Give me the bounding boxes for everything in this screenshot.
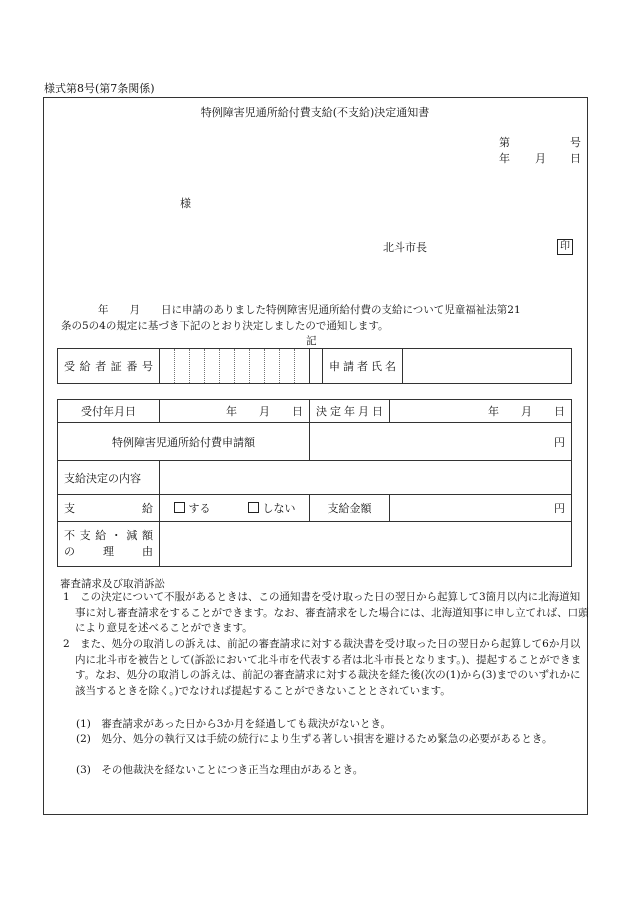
notice-sub-3: (3) その他裁決を経ないことにつき正当な理由があるとき。 xyxy=(76,764,364,776)
addressee-sama: 様 xyxy=(180,197,191,210)
applicant-name-field[interactable] xyxy=(403,349,572,384)
reason-label-line-2: の 理 由 xyxy=(64,545,153,558)
seal-stamp: 印 xyxy=(557,239,573,255)
payment-label: 支 給 xyxy=(58,495,160,522)
date-year: 年 xyxy=(499,152,510,165)
amount-label: 支給金額 xyxy=(310,495,390,522)
recipient-id-digit-boxes xyxy=(160,349,309,383)
intro-line-1: 年 月 日に申請のありました特例障害児通所給付費の支給について児童福祉法第21 xyxy=(98,304,521,316)
recipient-table xyxy=(57,348,572,384)
decision-content-field[interactable] xyxy=(160,461,572,495)
notice-item-2: 2 また、処分の取消しの訴えは、前記の審査請求に対する裁決書を受け取った日の翌日から起算して6か月以内に北斗市を被告として(訴訟において北斗市を代表する者は北斗市長となります。)、提起することができます。なお、処分の取消しの訴えは、前記の審査請求に対する裁決を経た後(次の(1)から(3)までのいずれかに該当するときを除く。)でなければ提起することができないこととされています。 xyxy=(63,638,582,697)
amount-yen: 円 xyxy=(554,502,565,515)
option-yes-label: する xyxy=(188,502,211,515)
payment-options xyxy=(160,495,310,522)
form-label: 様式第8号(第7条関係) xyxy=(44,82,155,95)
date-month: 月 xyxy=(535,152,546,165)
number-dai: 第 xyxy=(499,136,510,149)
recipient-id-field[interactable] xyxy=(160,349,310,384)
option-no-label: しない xyxy=(262,502,296,515)
ki-label: 記 xyxy=(306,335,317,347)
decision-table xyxy=(57,399,572,567)
issuer-name: 北斗市長 xyxy=(383,241,427,254)
number-go: 号 xyxy=(570,136,581,149)
notice-sub-2: (2) 処分、処分の執行又は手続の続行により生ずる著しい損害を避けるため緊急の必要があるとき。 xyxy=(76,733,553,745)
reason-label xyxy=(58,522,160,567)
received-date-label: 受付年月日 xyxy=(58,400,160,423)
decision-date-label: 決定年月日 xyxy=(310,400,390,423)
notice-sub-1: (1) 審査請求があった日から3か月を経過しても裁決がないとき。 xyxy=(76,718,392,730)
notice-item-1: 1 この決定について不服があるときは、この通知書を受け取った日の翌日から起算して3箇月以内に北海道知事に対し審査請求をすることができます。なお、審査請求をした場合には、北海道知事に申し立てれば、口頭により意見を述べることができます。 xyxy=(63,591,589,634)
reason-field[interactable] xyxy=(160,522,572,567)
notice-heading: 審査請求及び取消訴訟 xyxy=(60,578,165,590)
applicant-name-label: 申請者氏名 xyxy=(323,349,403,384)
document-title: 特例障害児通所給付費支給(不支給)決定通知書 xyxy=(200,106,430,119)
intro-line-2: 条の5の4の規定に基づき下記のとおり決定しましたので通知します。 xyxy=(61,320,389,332)
received-date-field[interactable]: 年 月 日 xyxy=(160,400,310,423)
amount-field[interactable] xyxy=(390,495,572,522)
claim-amount-yen: 円 xyxy=(554,435,565,449)
claim-amount-label: 特例障害児通所給付費申請額 xyxy=(58,423,310,461)
recipient-id-label: 受給者証番号 xyxy=(58,349,160,384)
checkbox-yes[interactable] xyxy=(174,502,185,513)
decision-date-field[interactable]: 年 月 日 xyxy=(390,400,572,423)
reason-label-line-1: 不支給・減額 xyxy=(64,529,153,542)
checkbox-no[interactable] xyxy=(248,502,259,513)
claim-amount-field[interactable] xyxy=(310,423,572,461)
decision-content-label: 支給決定の内容 xyxy=(58,461,160,495)
date-day: 日 xyxy=(570,152,581,165)
